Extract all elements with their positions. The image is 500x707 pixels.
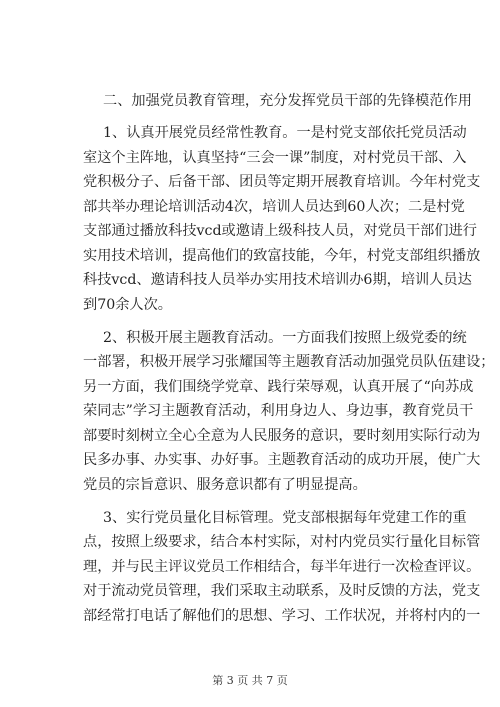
paragraph-1-line-4: 部共举办理论培训活动4次，培训人员达到60人次；二是村党 bbox=[83, 199, 465, 215]
paragraph-3-line-3: 理，并与民主评议党员工作相结合，每半年进行一次检查评议。 bbox=[83, 559, 481, 575]
paragraph-3-line-2: 点，按照上级要求，结合本村实际，对村内党员实行量化目标管 bbox=[83, 534, 481, 550]
paragraph-3-line-1: 3、实行党员量化目标管理。党支部根据每年党建工作的重 bbox=[103, 510, 467, 526]
paragraph-2-line-4: 荣同志”学习主题教育活动，利用身边人、身边事，教育党员干 bbox=[83, 403, 474, 419]
paragraph-1-line-5: 支部通过播放科技vcd或邀请上级科技人员，对党员干部们进行 bbox=[83, 223, 477, 239]
page-footer: 第 3 页 共 7 页 bbox=[212, 674, 288, 687]
paragraph-2-line-5: 部要时刻树立全心全意为人民服务的意识，要时刻用实际行动为 bbox=[83, 428, 481, 444]
paragraph-3-line-5: 部经常打电话了解他们的思想、学习、工作状况，并将村内的一 bbox=[83, 608, 481, 624]
paragraph-1-line-7: 科技vcd、邀请科技人员举办实用技术培训办6期，培训人员达 bbox=[83, 272, 472, 288]
paragraph-2-line-2: 一部署，积极开展学习张耀国等主题教育活动加强党员队伍建设； bbox=[83, 354, 495, 370]
paragraph-2-line-6: 民多办事、办实事、办好事。主题教育活动的成功开展，使广大 bbox=[83, 452, 481, 468]
paragraph-1-line-8: 到70余人次。 bbox=[83, 297, 172, 313]
paragraph-1-line-6: 实用技术培训，提高他们的致富技能，今年，村党支部组织播放 bbox=[83, 248, 481, 264]
paragraph-3-line-4: 对于流动党员管理，我们采取主动联系，及时反馈的方法，党支 bbox=[83, 583, 481, 599]
paragraph-2-line-3: 另一方面，我们围绕学党章、践行荣辱观，认真开展了“向苏成 bbox=[83, 379, 474, 395]
section-heading: 二、加强党员教育管理，充分发挥党员干部的先锋模范作用 bbox=[103, 93, 472, 109]
paragraph-2-line-7: 党员的宗旨意识、服务意识都有了明显提高。 bbox=[83, 477, 367, 493]
paragraph-1-line-3: 党积极分子、后备干部、团员等定期开展教育培训。今年村党支 bbox=[83, 174, 481, 190]
paragraph-2-line-1: 2、积极开展主题教育活动。一方面我们按照上级党委的统 bbox=[103, 330, 467, 346]
paragraph-1-line-2: 室这个主阵地，认真坚持“三会一课”制度，对村党员干部、入 bbox=[83, 150, 467, 166]
paragraph-1-line-1: 1、认真开展党员经常性教育。一是村党支部依托党员活动 bbox=[103, 125, 467, 141]
